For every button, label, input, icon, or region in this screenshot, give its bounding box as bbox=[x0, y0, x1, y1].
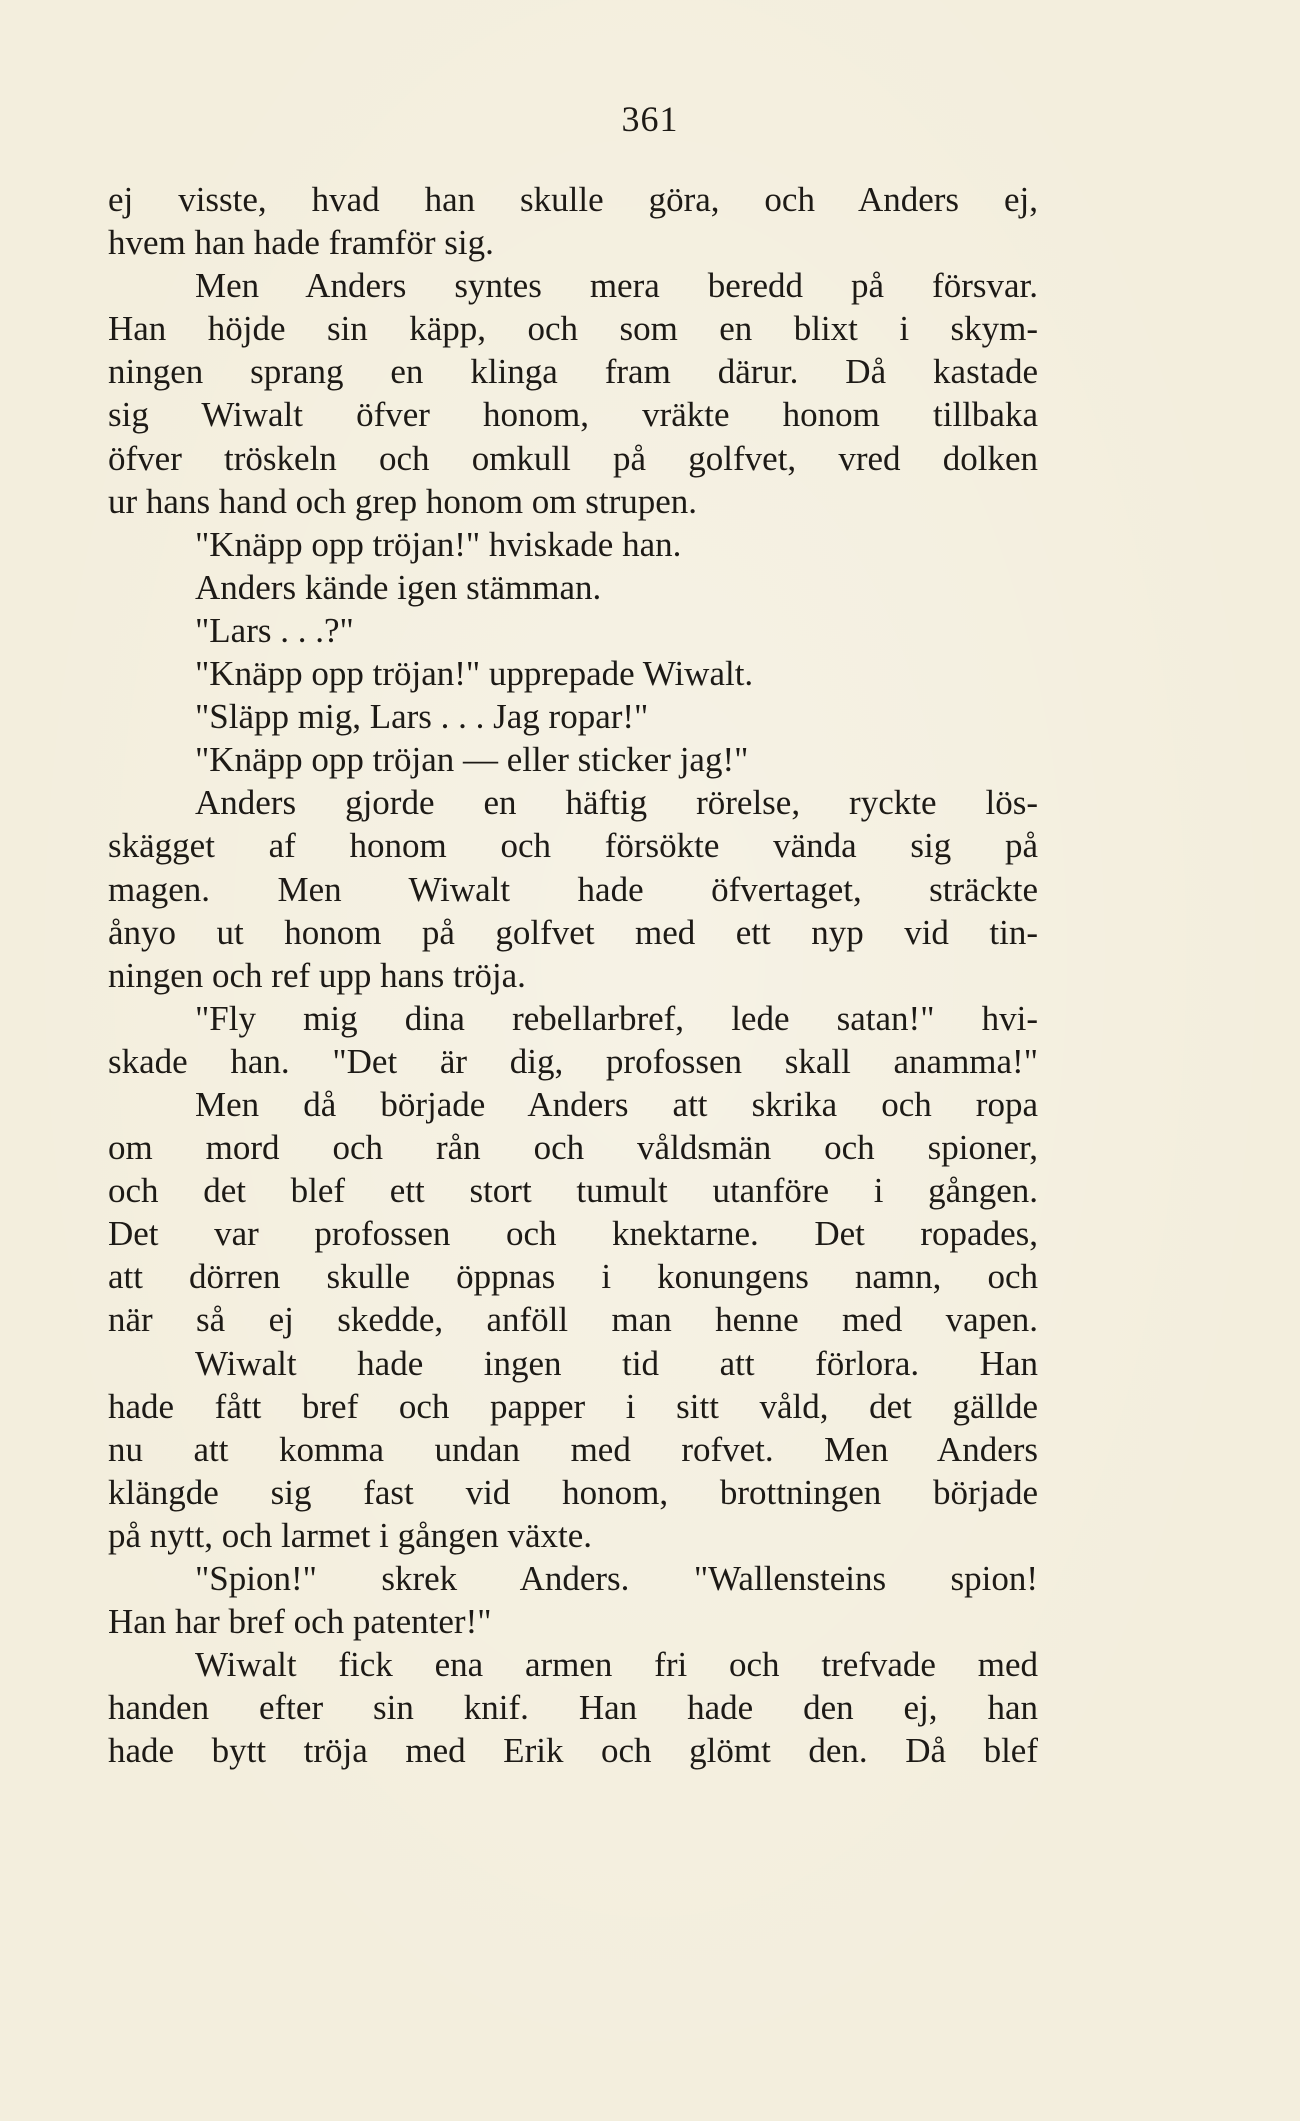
text-line: nu att komma undan med rofvet. Men Anders bbox=[108, 1429, 1038, 1469]
text-line: "Lars . . .?" bbox=[195, 610, 354, 650]
text-line: Men Anders syntes mera beredd på försvar. bbox=[195, 266, 1038, 306]
body-text bbox=[108, 178, 1038, 1772]
text-line: sig Wiwalt öfver honom, vräkte honom tillbaka bbox=[108, 395, 1038, 435]
text-line: Wiwalt fick ena armen fri och trefvade med bbox=[195, 1645, 1038, 1685]
text-line: klängde sig fast vid honom, brottningen började bbox=[108, 1472, 1038, 1512]
text-line: ur hans hand och grep honom om strupen. bbox=[108, 481, 698, 521]
text-line: Han har bref och patenter!" bbox=[108, 1602, 492, 1642]
text-line: "Släpp mig, Lars . . . Jag ropar!" bbox=[195, 697, 649, 737]
text-line: "Fly mig dina rebellarbref, lede satan!" hvi- bbox=[195, 998, 1038, 1038]
text-line: på nytt, och larmet i gången växte. bbox=[108, 1515, 593, 1555]
text-line: ningen och ref upp hans tröja. bbox=[108, 955, 526, 995]
text-line: ningen sprang en klinga fram därur. Då kastade bbox=[108, 352, 1038, 392]
text-line: om mord och rån och våldsmän och spioner, bbox=[108, 1128, 1038, 1168]
text-line: ej visste, hvad han skulle göra, och Anders ej, bbox=[108, 180, 1038, 219]
text-line: hade fått bref och papper i sitt våld, det gällde bbox=[108, 1386, 1038, 1426]
text-line: hade bytt tröja med Erik och glömt den. Då blef bbox=[108, 1731, 1038, 1771]
text-line: Anders gjorde en häftig rörelse, ryckte lös- bbox=[195, 783, 1038, 823]
text-line: Det var profossen och knektarne. Det ropades, bbox=[108, 1214, 1038, 1254]
text-line: hvem han hade framför sig. bbox=[108, 223, 494, 263]
text-line: "Knäpp opp tröjan!" hviskade han. bbox=[195, 524, 682, 564]
text-line: ånyo ut honom på golfvet med ett nyp vid tin- bbox=[108, 912, 1038, 952]
text-line: magen. Men Wiwalt hade öfvertaget, sträckte bbox=[108, 869, 1038, 909]
text-line: Han höjde sin käpp, och som en blixt i skym- bbox=[108, 309, 1038, 349]
text-line: skägget af honom och försökte vända sig på bbox=[108, 826, 1038, 866]
text-line: "Knäpp opp tröjan — eller sticker jag!" bbox=[195, 740, 749, 780]
text-line: och det blef ett stort tumult utanföre i gången. bbox=[108, 1171, 1038, 1211]
text-line: öfver tröskeln och omkull på golfvet, vred dolken bbox=[108, 438, 1038, 478]
text-line: skade han. "Det är dig, profossen skall anamma!" bbox=[108, 1041, 1038, 1081]
text-line: Anders kände igen stämman. bbox=[195, 567, 602, 607]
text-line: handen efter sin knif. Han hade den ej, han bbox=[108, 1688, 1038, 1728]
text-line: "Knäpp opp tröjan!" upprepade Wiwalt. bbox=[195, 654, 754, 694]
text-line: Men då började Anders att skrika och ropa bbox=[195, 1084, 1038, 1124]
page-number: 361 bbox=[621, 99, 679, 139]
text-line: Wiwalt hade ingen tid att förlora. Han bbox=[195, 1343, 1038, 1383]
text-line: när så ej skedde, anföll man henne med vapen. bbox=[108, 1300, 1038, 1340]
text-line: "Spion!" skrek Anders. "Wallensteins spion! bbox=[195, 1559, 1038, 1598]
text-line: att dörren skulle öppnas i konungens namn, och bbox=[108, 1257, 1038, 1297]
